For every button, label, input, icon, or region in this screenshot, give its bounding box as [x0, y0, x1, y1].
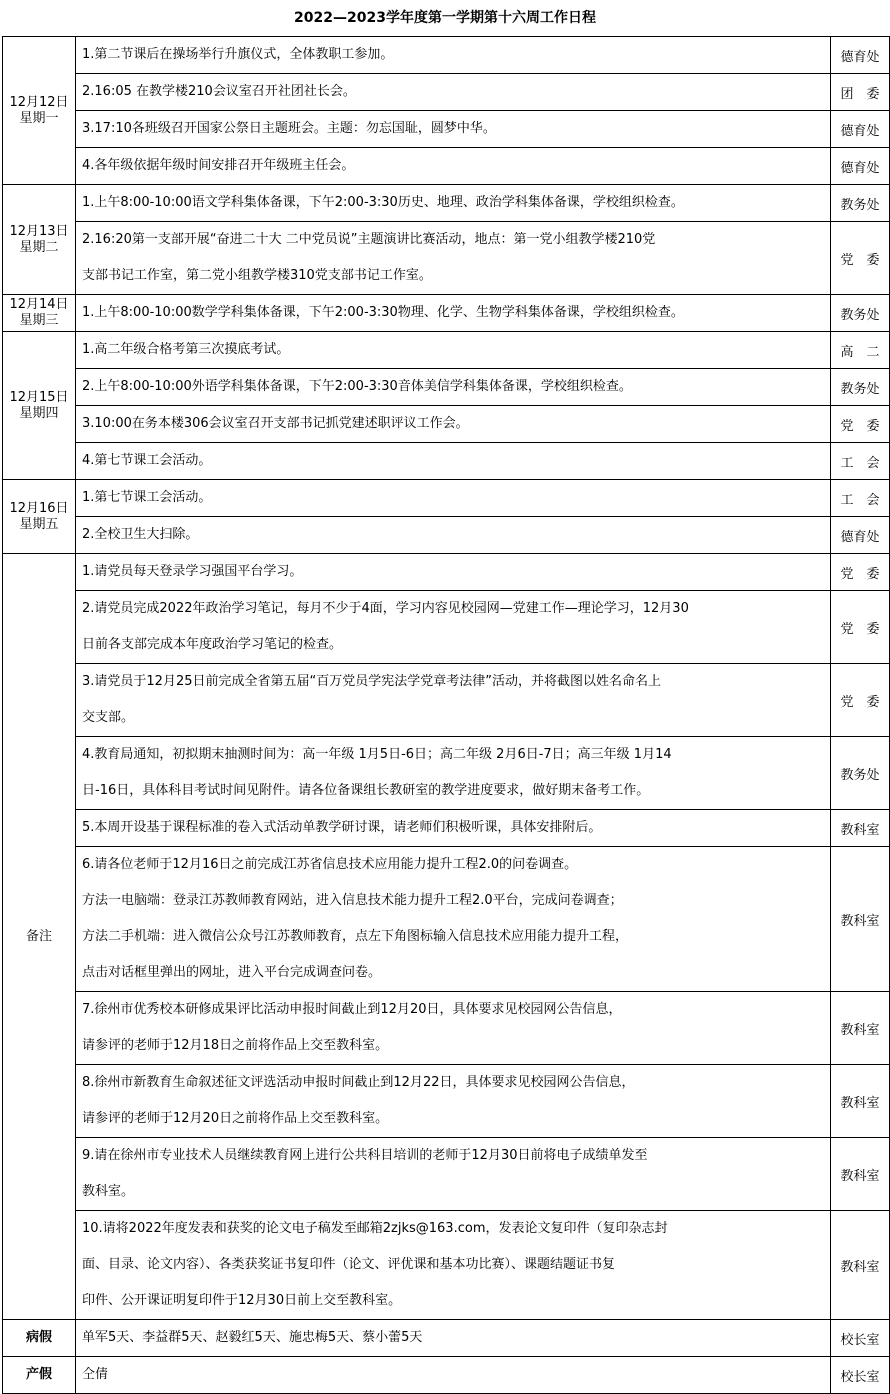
item-line: 日前各支部完成本年度政治学习笔记的检查。: [82, 637, 343, 652]
item-department: 团 委: [831, 74, 890, 111]
item-content: [76, 517, 831, 554]
item-line: 6.请各位老师于12月16日之前完成江苏省信息技术应用能力提升工程2.0的问卷调查。: [82, 857, 578, 872]
day-date-cell: [3, 480, 76, 554]
day-weekday: 星期二: [19, 239, 59, 255]
item-content: [76, 591, 831, 664]
note-row: [3, 810, 890, 847]
item-department: 工 会: [831, 443, 890, 480]
item-line: 2.16:20第一支部开展“奋进二十大 二中党员说”主题演讲比赛活动，地点：第一党小组教学楼210党: [82, 232, 656, 247]
schedule-row: [3, 37, 890, 74]
schedule-row: [3, 332, 890, 369]
note-row: [3, 664, 890, 737]
schedule-row: [3, 111, 890, 148]
day-date-cell: [3, 185, 76, 295]
item-content: [76, 1138, 831, 1211]
item-line: 1.高二年级合格考第三次摸底考试。: [82, 342, 290, 357]
item-line: 日-16日，具体科目考试时间见附件。请各位备课组长教研室的教学进度要求，做好期末备考工作。: [82, 783, 650, 798]
item-line: 4.教育局通知，初拟期末抽测时间为：高一年级 1月5日-6日；高二年级 2月6日-7日；高三年级 1月14: [82, 747, 672, 762]
leave-label: 产假: [3, 1357, 76, 1394]
item-content: [76, 443, 831, 480]
day-date-cell: [3, 332, 76, 480]
item-line: 面、目录、论文内容）、各类获奖证书复印件（论文、评优课和基本功比赛）、课题结题证书复: [82, 1257, 616, 1272]
item-line: 1.请党员每天登录学习强国平台学习。: [82, 564, 303, 579]
item-content: [76, 148, 831, 185]
item-line: 7.徐州市优秀校本研修成果评比活动申报时间截止到12月20日，具体要求见校园网公告信息，: [82, 1002, 622, 1017]
item-department: 教科室: [831, 847, 890, 992]
item-department: 教科室: [831, 810, 890, 847]
note-row: [3, 1211, 890, 1320]
item-content: [76, 369, 831, 406]
item-department: 德育处: [831, 111, 890, 148]
item-line: 印件、公开课证明复印件于12月30日前上交至教科室。: [82, 1293, 402, 1308]
item-content: [76, 1211, 831, 1320]
day-date-cell: [3, 295, 76, 332]
schedule-row: [3, 74, 890, 111]
item-content: [76, 810, 831, 847]
day-date: 12月16日: [9, 500, 69, 516]
schedule-row: [3, 480, 890, 517]
day-date: 12月15日: [9, 389, 69, 405]
note-row: [3, 554, 890, 591]
item-department: 工 会: [831, 480, 890, 517]
item-department: 德育处: [831, 148, 890, 185]
item-department: 党 委: [831, 554, 890, 591]
schedule-row: [3, 517, 890, 554]
item-department: 教务处: [831, 295, 890, 332]
item-department: 教科室: [831, 1211, 890, 1320]
day-date-cell: [3, 37, 76, 185]
item-department: 党 委: [831, 664, 890, 737]
leave-department: 校长室: [831, 1320, 890, 1357]
item-department: 教科室: [831, 1138, 890, 1211]
item-content: [76, 664, 831, 737]
item-content: [76, 737, 831, 810]
note-row: [3, 1138, 890, 1211]
item-line: 2.请党员完成2022年政治学习笔记，每月不少于4面，学习内容见校园网—党建工作—理论学习，12月30: [82, 601, 689, 616]
leave-department: 校长室: [831, 1357, 890, 1394]
note-row: [3, 992, 890, 1065]
item-department: 党 委: [831, 222, 890, 295]
item-department: 教务处: [831, 185, 890, 222]
item-line: 教科室。: [82, 1184, 135, 1199]
item-line: 4.第七节课工会活动。: [82, 453, 212, 468]
item-department: 教科室: [831, 992, 890, 1065]
item-line: 2.16:05 在教学楼210会议室召开社团社长会。: [82, 84, 356, 99]
notes-label: 备注: [3, 554, 76, 1320]
item-content: [76, 37, 831, 74]
item-line: 点击对话框里弹出的网址，进入平台完成调查问卷。: [82, 965, 382, 980]
item-content: [76, 847, 831, 992]
schedule-title: 2022—2023学年度第一学期第十六周工作日程: [294, 10, 596, 26]
item-content: [76, 295, 831, 332]
item-content: [76, 74, 831, 111]
item-line: 9.请在徐州市专业技术人员继续教育网上进行公共科目培训的老师于12月30日前将电子成绩单发至: [82, 1148, 648, 1163]
item-content: [76, 222, 831, 295]
schedule-row: [3, 369, 890, 406]
item-line: 2.全校卫生大扫除。: [82, 527, 199, 542]
item-line: 3.10:00在务本楼306会议室召开支部书记抓党建述职评议工作会。: [82, 416, 469, 431]
item-line: 2.上午8:00-10:00外语学科集体备课，下午2:00-3:30音体美信学科集体备课，学校组织检查。: [82, 379, 632, 394]
item-line: 10.请将2022年度发表和获奖的论文电子稿发至邮箱2zjks@163.com，发表论文复印件（复印杂志封: [82, 1221, 668, 1236]
day-date: 12月12日: [9, 94, 69, 110]
item-line: 请参评的老师于12月20日之前将作品上交至教科室。: [82, 1111, 389, 1126]
item-line: 方法一电脑端：登录江苏教师教育网站，进入信息技术能力提升工程2.0平台，完成问卷调查；: [82, 893, 623, 908]
schedule-row: [3, 295, 890, 332]
item-line: 请参评的老师于12月18日之前将作品上交至教科室。: [82, 1038, 389, 1053]
item-department: 党 委: [831, 406, 890, 443]
schedule-table: [2, 36, 890, 1394]
item-content: [76, 1065, 831, 1138]
item-line: 3.17:10各班级召开国家公祭日主题班会。主题：勿忘国耻，圆梦中华。: [82, 121, 496, 136]
item-line: 1.上午8:00-10:00语文学科集体备课，下午2:00-3:30历史、地理、政治学科集体备课，学校组织检查。: [82, 195, 684, 210]
note-row: [3, 847, 890, 992]
item-line: 交支部。: [82, 710, 135, 725]
item-content: [76, 185, 831, 222]
item-content: [76, 406, 831, 443]
item-content: [76, 332, 831, 369]
note-row: [3, 737, 890, 810]
item-department: 党 委: [831, 591, 890, 664]
maternity-leave-row: [3, 1357, 890, 1394]
item-line: 1.上午8:00-10:00数学学科集体备课，下午2:00-3:30物理、化学、生物学科集体备课，学校组织检查。: [82, 305, 684, 320]
note-row: [3, 1065, 890, 1138]
schedule-row: [3, 443, 890, 480]
item-content: [76, 554, 831, 591]
item-department: 德育处: [831, 37, 890, 74]
item-department: 教务处: [831, 737, 890, 810]
day-weekday: 星期四: [19, 405, 59, 421]
schedule-row: [3, 185, 890, 222]
day-weekday: 星期五: [19, 516, 59, 532]
schedule-row: [3, 406, 890, 443]
item-line: 支部书记工作室，第二党小组教学楼310党支部书记工作室。: [82, 268, 432, 283]
leave-content: 仝倩: [76, 1357, 831, 1394]
item-line: 方法二手机端：进入微信公众号江苏教师教育，点左下角图标输入信息技术应用能力提升工程，: [82, 929, 629, 944]
item-department: 教科室: [831, 1065, 890, 1138]
item-content: [76, 111, 831, 148]
sick-leave-row: [3, 1320, 890, 1357]
item-line: 3.请党员于12月25日前完成全省第五届“百万党员学宪法学党章考法律”活动，并将截图以姓名命名上: [82, 674, 661, 689]
day-date: 12月14日: [9, 297, 69, 312]
leave-content: 单军5天、李益群5天、赵毅红5天、施忠梅5天、蔡小蕾5天: [76, 1320, 831, 1357]
item-department: 教务处: [831, 369, 890, 406]
item-line: 1.第二节课后在操场举行升旗仪式，全体教职工参加。: [82, 47, 394, 62]
day-weekday: 星期三: [19, 313, 59, 328]
day-weekday: 星期一: [19, 110, 59, 126]
item-content: [76, 992, 831, 1065]
item-line: 8.徐州市新教育生命叙述征文评选活动申报时间截止到12月22日，具体要求见校园网公告信息，: [82, 1075, 635, 1090]
leave-label: 病假: [3, 1320, 76, 1357]
note-row: [3, 591, 890, 664]
item-line: 1.第七节课工会活动。: [82, 490, 212, 505]
item-department: 高 二: [831, 332, 890, 369]
item-department: 德育处: [831, 517, 890, 554]
schedule-row: [3, 148, 890, 185]
item-line: 4.各年级依据年级时间安排召开年级班主任会。: [82, 158, 355, 173]
item-line: 5.本周开设基于课程标准的卷入式活动单教学研讨课，请老师们积极听课，具体安排附后。: [82, 820, 602, 835]
schedule-row: [3, 222, 890, 295]
item-content: [76, 480, 831, 517]
day-date: 12月13日: [9, 223, 69, 239]
